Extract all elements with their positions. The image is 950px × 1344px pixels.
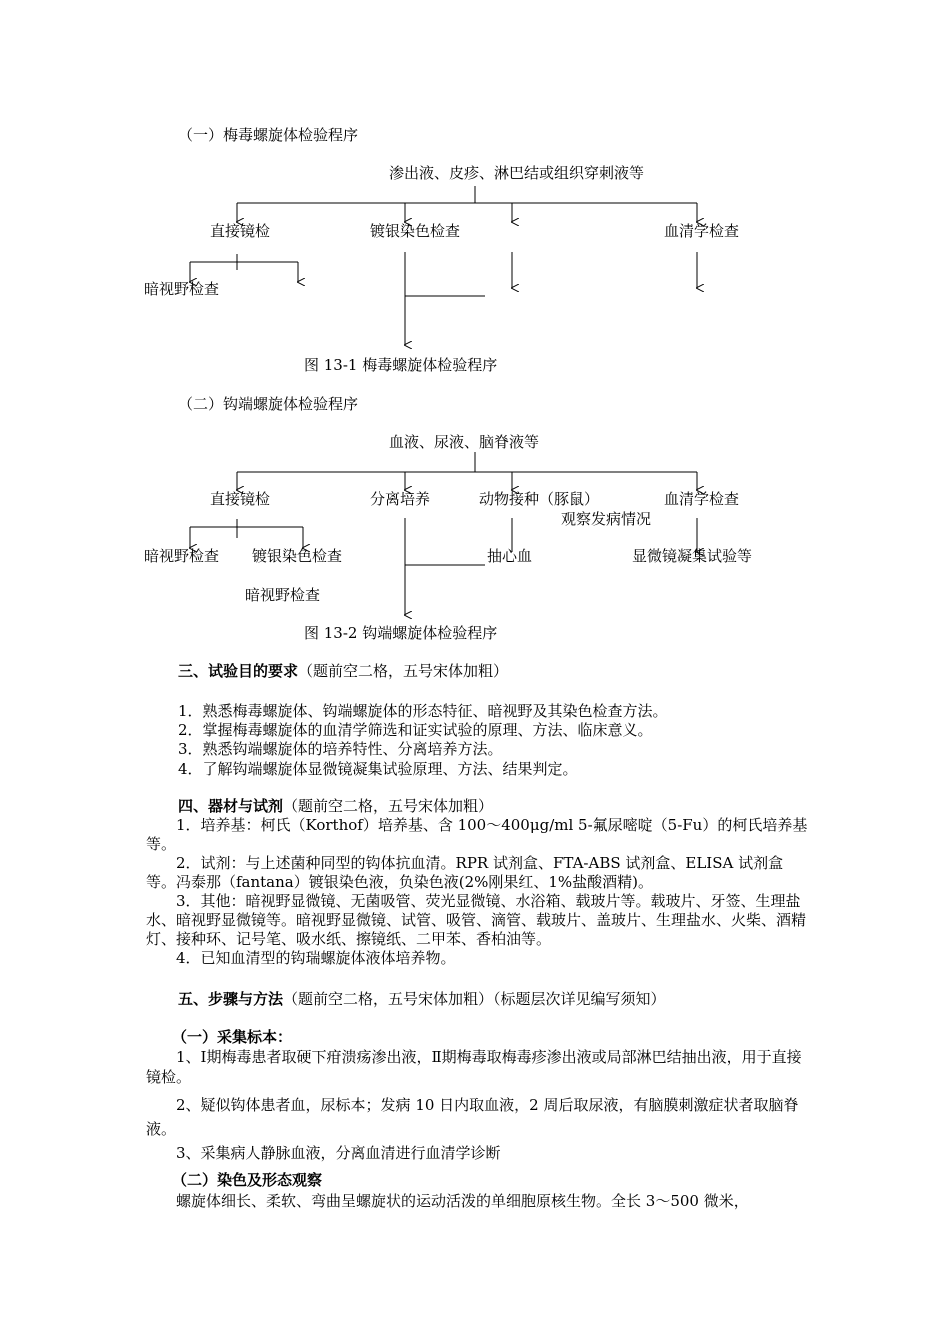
flow-node-animal-inoculation: 动物接种（豚鼠） [479,490,600,508]
flow-node-heart-blood: 抽心血 [487,547,533,565]
materials-item-reagents: 2．试剂：与上述菌种同型的钩体抗血清。RPR 试剂盒、FTA-ABS 试剂盒、ELISA 试剂盒等。冯泰那（fantana）镀银染色液，负染色液(2%刚果红、1%盐酸酒精)。 [146,854,784,891]
flow-node-dark-field: 暗视野检查 [144,547,220,565]
flow-node-agglutination: 显微镜凝集试验等 [632,547,753,565]
flow-node-specimens: 血液、尿液、脑脊液等 [389,433,540,451]
materials-list [146,816,811,968]
objective-item: 4．了解钩端螺旋体显微镜凝集试验原理、方法、结果判定。 [178,760,578,778]
section-heading-objectives [178,662,508,680]
heading-text: 四、器材与试剂 [178,797,284,815]
flow-node-serology: 血清学检查 [664,490,740,508]
heading-text: 五、步骤与方法 [178,990,284,1008]
staining-paragraph: 螺旋体细长、柔软、弯曲呈螺旋状的运动活泼的单细胞原核生物。全长 3～500 微米， [176,1192,749,1210]
materials-item-media: 1．培养基：柯氏（Korthof）培养基、含 100～400μg/ml 5-氟尿嘧啶（5-Fu）的柯氏培养基等。 [146,816,808,853]
section-heading-procedure [178,990,666,1008]
flow-node-dark-field: 暗视野检查 [144,280,220,298]
flow-node-dark-field-2: 暗视野检查 [245,586,321,604]
section-title-syphilis: （一）梅毒螺旋体检验程序 [178,126,359,144]
objective-item: 1．熟悉梅毒螺旋体、钩端螺旋体的形态特征、暗视野及其染色检查方法。 [178,702,668,720]
section-heading-materials [178,797,493,815]
heading-text: 三、试验目的要求 [178,662,299,680]
flow-node-observe-disease: 观察发病情况 [561,510,652,528]
materials-item-culture: 4．已知血清型的钩瑞螺旋体液体培养物。 [176,949,456,967]
figure-caption-13-2: 图 13-2 钩端螺旋体检验程序 [304,624,498,642]
heading-note: （题前空二格，五号宋体加粗） [283,797,494,815]
objective-item: 2．掌握梅毒螺旋体的血清学筛选和证实试验的原理、方法、临床意义。 [178,721,653,739]
collection-step-1: 1、Ⅰ期梅毒患者取硬下疳溃疡渗出液，Ⅱ期梅毒取梅毒疹渗出液或局部淋巴结抽出液，用于直接镜检。 [146,1048,802,1086]
flow-node-direct-microscopy: 直接镜检 [210,490,271,508]
subheading-staining: （二）染色及形态观察 [172,1171,323,1189]
collection-step-3: 3、采集病人静脉血液，分离血清进行血清学诊断 [176,1144,501,1162]
collection-step-2: 2、疑似钩体患者血，尿标本；发病 10 日内取血液，2 周后取尿液，有脑膜刺激症状者取脑脊液。 [146,1096,799,1138]
objective-item: 3．熟悉钩端螺旋体的培养特性、分离培养方法。 [178,740,503,758]
subheading-specimen-collection: （一）采集标本： [172,1028,293,1046]
heading-note: （题前空二格，五号宋体加粗） [298,662,509,680]
flow-node-specimens: 渗出液、皮疹、淋巴结或组织穿刺液等 [389,164,645,182]
flow-node-serology: 血清学检查 [664,222,740,240]
section-title-leptospira: （二）钩端螺旋体检验程序 [178,395,359,413]
flow-node-direct-microscopy: 直接镜检 [210,222,271,240]
heading-note: （题前空二格，五号宋体加粗）（标题层次详见编写须知） [283,990,666,1008]
flow-node-silver-stain: 镀银染色检查 [252,547,343,565]
flow-node-culture: 分离培养 [370,490,431,508]
figure-caption-13-1: 图 13-1 梅毒螺旋体检验程序 [304,356,498,374]
materials-item-others: 3．其他：暗视野显微镜、无菌吸管、荧光显微镜、水浴箱、载玻片等。载玻片、牙签、生理盐水、暗视野显微镜等。暗视野显微镜、试管、吸管、滴管、载玻片、盖玻片、生理盐水、火柴、酒精灯、接种环、记号笔、吸水纸、擦镜纸、二甲苯、香柏油等。 [146,892,807,948]
flow-node-silver-stain: 镀银染色检查 [370,222,461,240]
procedure-collection [146,1047,811,1163]
